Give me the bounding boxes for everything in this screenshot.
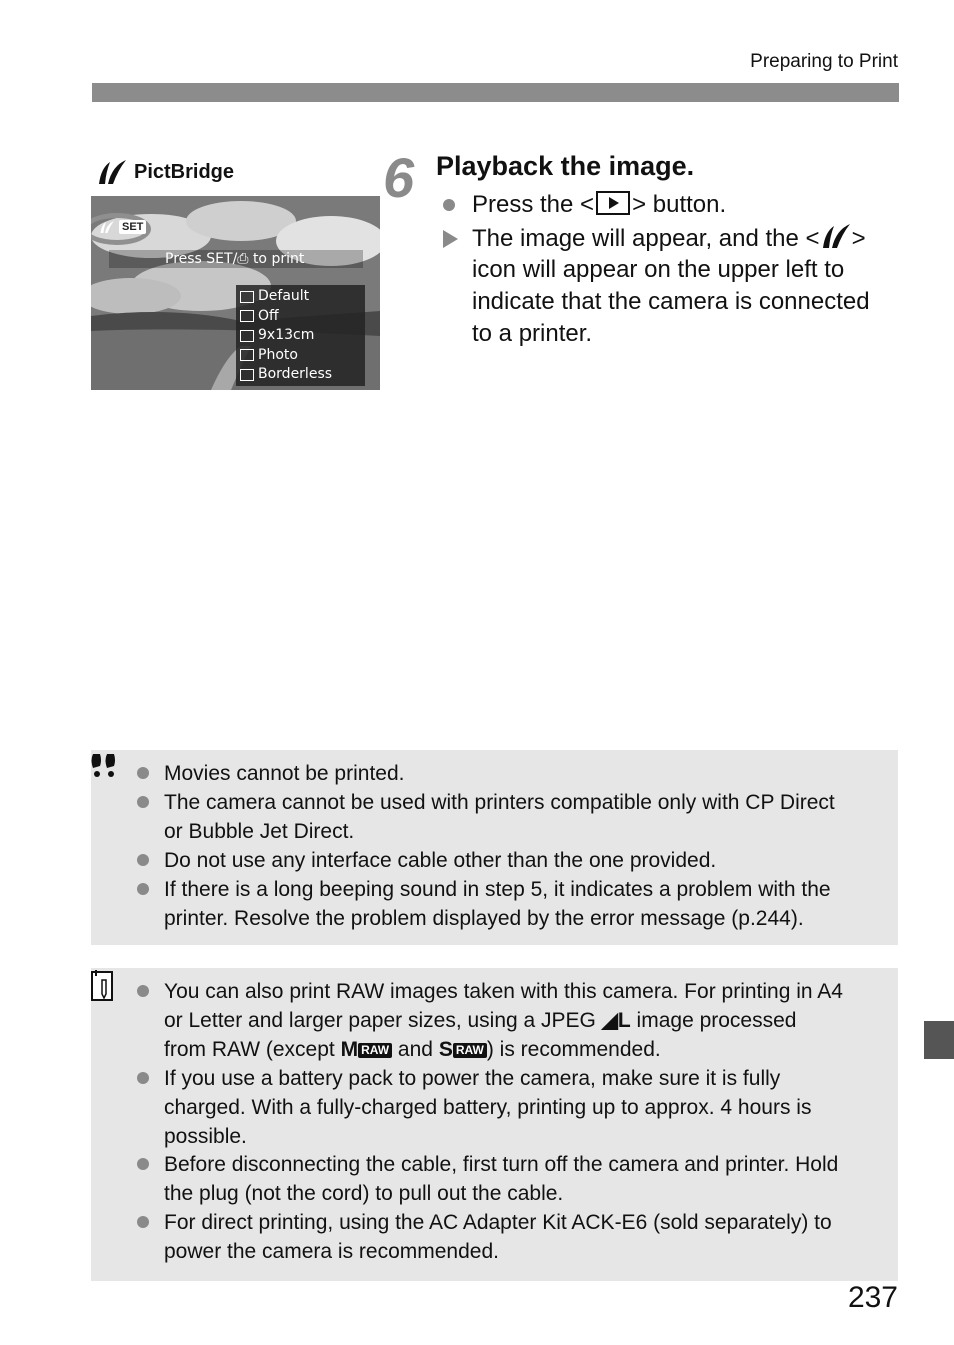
picture-style-icon xyxy=(240,291,254,303)
menu-row: Off xyxy=(240,307,361,327)
menu-row: Borderless xyxy=(240,365,361,385)
step-result-line: to a printer. xyxy=(472,320,593,347)
chapter-tab xyxy=(924,1021,954,1059)
pictbridge-icon xyxy=(99,220,115,234)
step-bullet: Press the < > button. xyxy=(472,191,727,218)
caution-item: The camera cannot be used with printers compatible only with CP Direct xyxy=(164,791,835,814)
note-item: If you use a battery pack to power the camera, make sure it is fully xyxy=(164,1067,781,1090)
bullet-dot xyxy=(443,199,455,211)
step-result-line: icon will appear on the upper left to xyxy=(472,256,845,283)
mraw-icon: M RAW xyxy=(341,1038,393,1061)
note-item: possible. xyxy=(164,1125,247,1148)
note-item: the plug (not the cord) to pull out the cable. xyxy=(164,1182,564,1205)
note-item: charged. With a fully-charged battery, printing up to approx. 4 hours is xyxy=(164,1096,812,1119)
note-icon xyxy=(90,970,116,1007)
pictbridge-icon xyxy=(96,158,128,186)
bullet-dot xyxy=(137,1072,149,1084)
screen-badge xyxy=(99,220,146,234)
bullet-dot xyxy=(137,985,149,997)
sraw-icon: S RAW xyxy=(439,1038,487,1061)
layout-icon xyxy=(240,369,254,381)
step-number: 6 xyxy=(383,146,415,209)
note-item: power the camera is recommended. xyxy=(164,1240,499,1263)
note-item: Before disconnecting the cable, first turn off the camera and printer. Hold xyxy=(164,1153,839,1176)
caution-item: or Bubble Jet Direct. xyxy=(164,820,355,843)
result-arrow-icon xyxy=(443,230,458,248)
menu-row: 9x13cm xyxy=(240,326,361,346)
camera-screen xyxy=(91,196,380,390)
note-item: from RAW (except M RAW and S RAW ) is recommended. xyxy=(164,1038,661,1061)
bullet-dot xyxy=(137,883,149,895)
paper-type-icon xyxy=(240,349,254,361)
bullet-dot xyxy=(137,767,149,779)
step-result-line: The image will appear, and the < > xyxy=(472,222,866,259)
pictbridge-label xyxy=(96,158,234,186)
caution-item: Movies cannot be printed. xyxy=(164,762,405,785)
effect-icon xyxy=(240,310,254,322)
caution-item: printer. Resolve the problem displayed by the error message (p.244). xyxy=(164,907,804,930)
bullet-dot xyxy=(137,854,149,866)
bullet-dot xyxy=(137,1216,149,1228)
print-settings-menu xyxy=(236,285,365,386)
press-set-prompt: Press SET/⎙ to print xyxy=(109,250,363,268)
bullet-dot xyxy=(137,796,149,808)
header-bar xyxy=(92,83,899,102)
note-item: For direct printing, using the AC Adapter Kit ACK-E6 (sold separately) to xyxy=(164,1211,832,1234)
note-item: or Letter and larger paper sizes, using a JPEG ◢L image processed xyxy=(164,1009,797,1032)
jpeg-large-quality-icon: ◢L xyxy=(601,1009,631,1032)
menu-row: Photo xyxy=(240,346,361,366)
set-badge: SET xyxy=(119,220,146,234)
playback-button-icon xyxy=(596,191,630,215)
menu-row: Default xyxy=(240,287,361,307)
bullet-dot xyxy=(137,1158,149,1170)
note-item: You can also print RAW images taken with this camera. For printing in A4 xyxy=(164,980,843,1003)
caution-item: Do not use any interface cable other than the one provided. xyxy=(164,849,717,872)
paper-size-icon xyxy=(240,330,254,342)
pictbridge-text: PictBridge xyxy=(134,160,235,183)
page-number: 237 xyxy=(847,1281,898,1314)
step-result-line: indicate that the camera is connected xyxy=(472,288,870,315)
caution-icon xyxy=(90,752,120,785)
caution-item: If there is a long beeping sound in step 5, it indicates a problem with the xyxy=(164,878,831,901)
section-title: Preparing to Print xyxy=(750,51,898,72)
step-title: Playback the image. xyxy=(436,151,695,181)
